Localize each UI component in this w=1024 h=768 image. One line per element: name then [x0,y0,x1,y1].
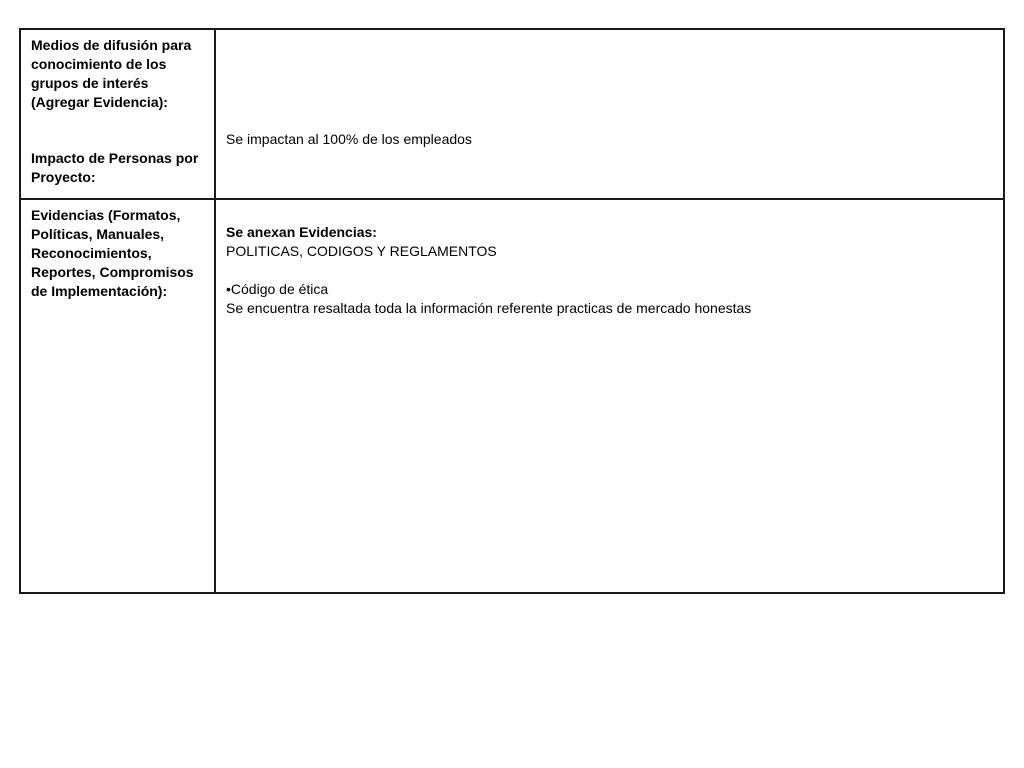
table-cell-value-evidence [216,200,1003,592]
label-spacer [31,112,206,149]
evidence-ethics-code-line: •Código de ética [226,281,329,297]
evidence-label: Evidencias (Formatos, Políticas, Manuales, Reconocimientos, Reportes, Compromisos de Implementación): [31,207,194,299]
line-gap [226,261,993,280]
table-cell-value-impact [216,30,1003,200]
evidence-policies-line: POLITICAS, CODIGOS Y REGLAMENTOS [226,243,497,259]
table-cell-label-dissemination [21,30,216,200]
evidence-heading: Se anexan Evidencias: [226,224,377,240]
dissemination-label: Medios de difusión para conocimiento de los grupos de interés (Agregar Evidencia): [31,37,192,110]
table-cell-label-evidence [21,200,216,592]
people-impact-value: Se impactan al 100% de los empleados [226,131,472,147]
evidence-table [19,28,1005,594]
people-impact-label: Impacto de Personas por Proyecto: [31,150,199,185]
evidence-description-line: Se encuentra resaltada toda la información referente practicas de mercado honestas [226,300,752,316]
